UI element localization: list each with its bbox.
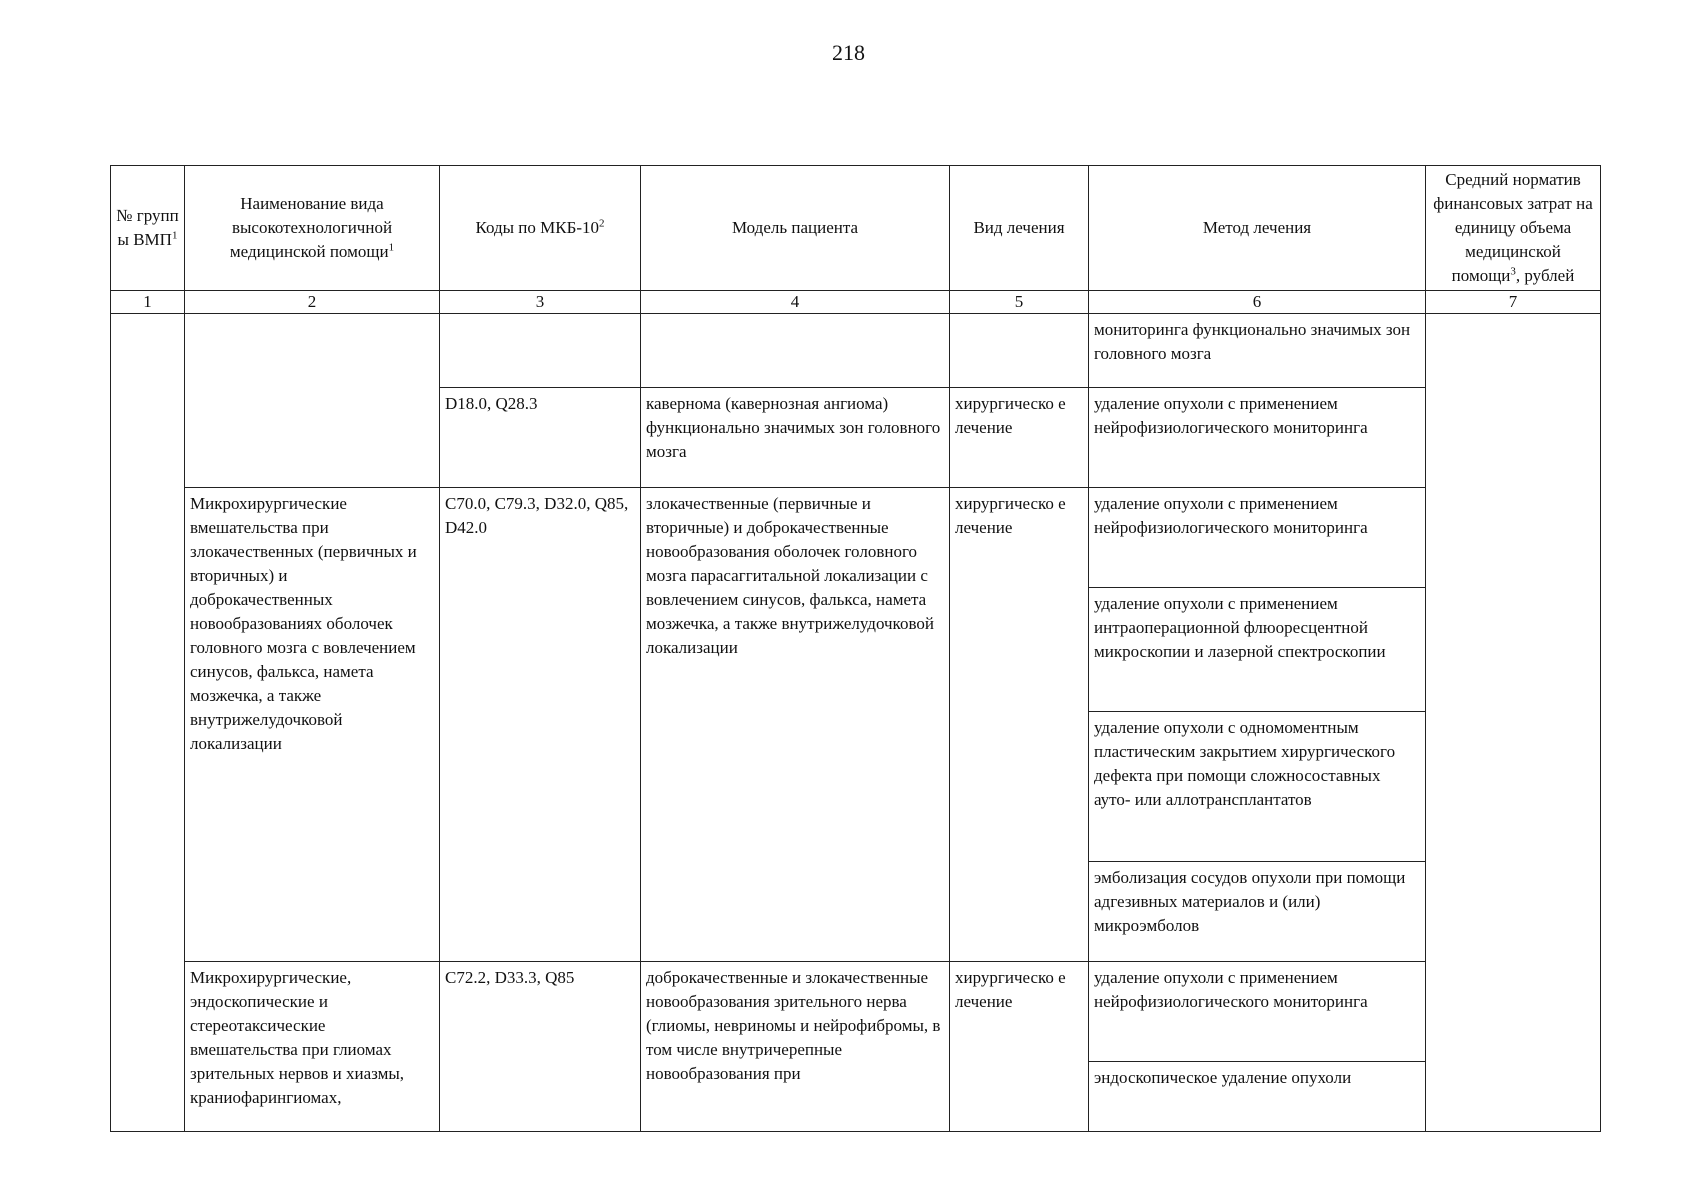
patient-model-cell: доброкачественные и злокачественные новообразования зрительного нерва (глиомы, невриномы и нейрофибромы, в том числе внутричерепные новообразования при [641, 962, 950, 1132]
treatment-method-cell: удаление опухоли с применением нейрофизиологического мониторинга [1089, 488, 1426, 588]
header-treatment-method: Метод лечения [1089, 166, 1426, 291]
group-number-cell [111, 314, 185, 1132]
header-care-type: Наименование вида высокотехнологичной медицинской помощи$^1$ [185, 166, 440, 291]
column-number: 4 [641, 291, 950, 314]
vmp-table [110, 165, 1601, 1132]
column-number: 3 [440, 291, 641, 314]
patient-model-cell: злокачественные (первичные и вторичные) и доброкачественные новообразования оболочек головного мозга парасаггитальной локализации с вовлечением синусов, фалькса, намета мозжечка, а также внутрижелудочковой локализации [641, 488, 950, 962]
treatment-method-cell: эндоскопическое удаление опухоли [1089, 1062, 1426, 1132]
header-row [111, 166, 1601, 291]
icd-codes-cell: C72.2, D33.3, Q85 [440, 962, 641, 1132]
icd-codes-cell: D18.0, Q28.3 [440, 388, 641, 488]
treatment-type-cell: хирургическо е лечение [950, 388, 1089, 488]
treatment-method-cell: эмболизация сосудов опухоли при помощи адгезивных материалов и (или) микроэмболов [1089, 862, 1426, 962]
column-number: 5 [950, 291, 1089, 314]
treatment-type-cell: хирургическо е лечение [950, 488, 1089, 962]
column-number: 1 [111, 291, 185, 314]
patient-model-cell [641, 314, 950, 388]
column-number: 7 [1426, 291, 1601, 314]
header-cost-standard: Средний норматив финансовых затрат на единицу объема медицинской помощи$^3$, рублей [1426, 166, 1601, 291]
treatment-method-cell: удаление опухоли с применением интраоперационной флюоресцентной микроскопии и лазерной спектроскопии [1089, 588, 1426, 712]
header-icd-codes: Коды по МКБ-$10^2$ [440, 166, 641, 291]
column-number-row [111, 291, 1601, 314]
icd-codes-cell: C70.0, C79.3, D32.0, Q85, D42.0 [440, 488, 641, 962]
header-treatment-type: Вид лечения [950, 166, 1089, 291]
care-type-cell: Микрохирургические вмешательства при злокачественных (первичных и вторичных) и доброкачественных новообразованиях оболочек головного мозга с вовлечением синусов, фалькса, намета мозжечка, а также внутрижелудочковой локализации [185, 488, 440, 962]
column-number: 6 [1089, 291, 1426, 314]
table-row [111, 488, 1601, 588]
page-number: 218 [832, 40, 865, 65]
header-patient-model: Модель пациента [641, 166, 950, 291]
header-group-number: № групп ы ВМП$^1$ [111, 166, 185, 291]
treatment-method-cell: удаление опухоли с применением нейрофизиологического мониторинга [1089, 962, 1426, 1062]
treatment-method-cell: удаление опухоли с одномоментным пластическим закрытием хирургического дефекта при помощи сложносоставных ауто- или аллотрансплантатов [1089, 712, 1426, 862]
cost-standard-cell [1426, 314, 1601, 1132]
treatment-type-cell [950, 314, 1089, 388]
care-type-cell: Микрохирургические, эндоскопические и стереотаксические вмешательства при глиомах зрительных нервов и хиазмы, краниофарингиомах, [185, 962, 440, 1132]
treatment-method-cell: мониторинга функционально значимых зон головного мозга [1089, 314, 1426, 388]
patient-model-cell: кавернома (кавернозная ангиома) функционально значимых зон головного мозга [641, 388, 950, 488]
table-row [111, 314, 1601, 388]
treatment-method-cell: удаление опухоли с применением нейрофизиологического мониторинга [1089, 388, 1426, 488]
icd-codes-cell [440, 314, 641, 388]
treatment-type-cell: хирургическо е лечение [950, 962, 1089, 1132]
care-type-cell [185, 314, 440, 488]
column-number: 2 [185, 291, 440, 314]
table-row [111, 962, 1601, 1062]
